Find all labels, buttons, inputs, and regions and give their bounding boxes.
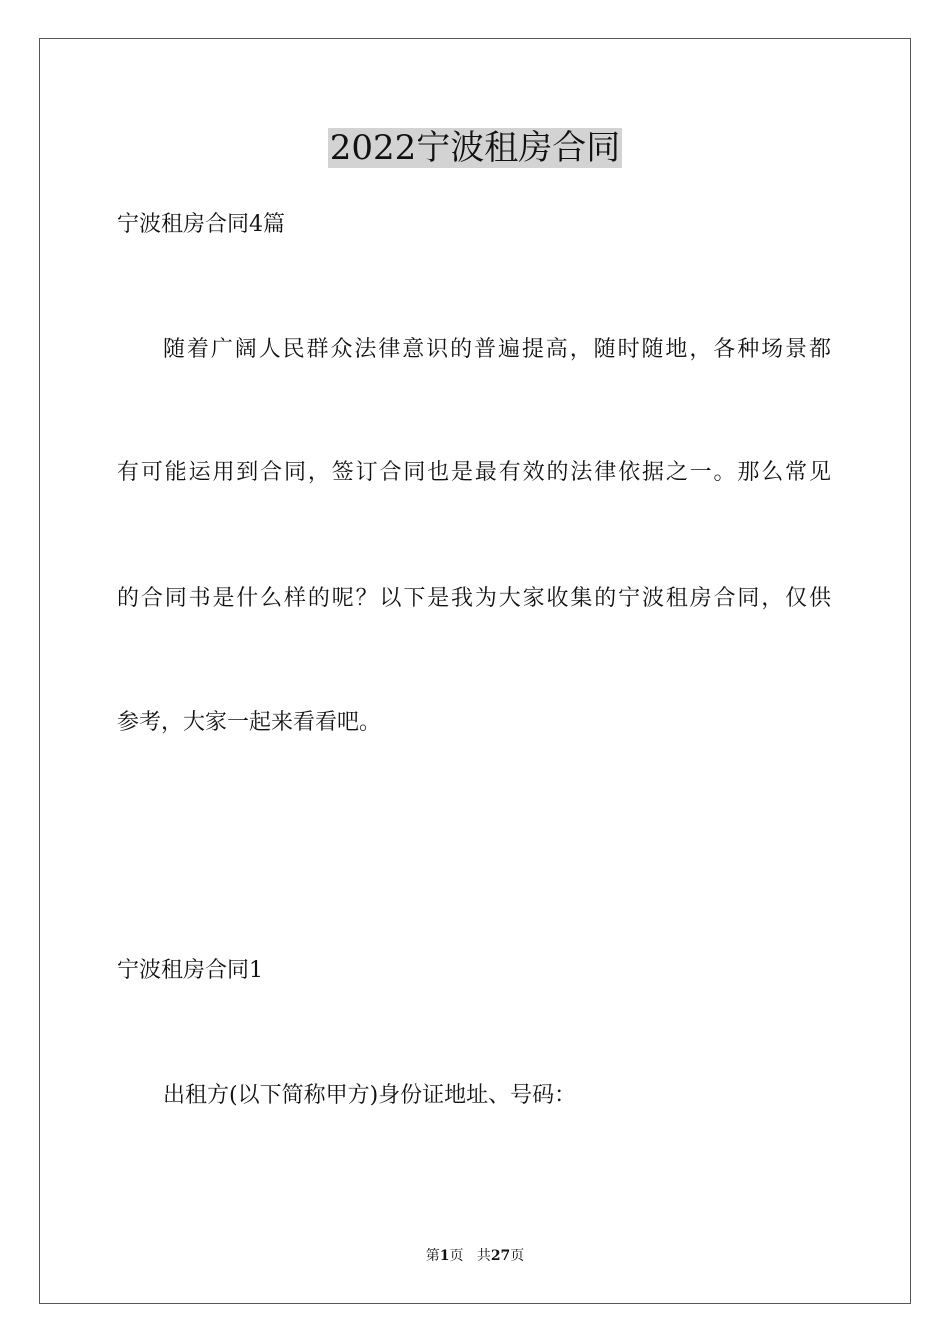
intro-line-2: 有可能运用到合同，签订合同也是最有效的法律依据之一。那么常见 bbox=[117, 460, 831, 485]
footer-total-prefix: 共 bbox=[476, 1248, 491, 1264]
footer-page-suffix: 页 bbox=[449, 1248, 464, 1264]
footer-page-number: 1 bbox=[439, 1248, 450, 1264]
intro-line-3: 的合同书是什么样的呢？以下是我为大家收集的宁波租房合同，仅供 bbox=[117, 586, 831, 611]
page-footer bbox=[0, 1246, 950, 1266]
document-title bbox=[0, 126, 950, 170]
document-title-text: 2022宁波租房合同 bbox=[329, 128, 621, 168]
footer-total-pages: 27 bbox=[490, 1248, 511, 1264]
footer-page-prefix: 第 bbox=[425, 1248, 440, 1264]
section-heading: 宁波租房合同1 bbox=[117, 958, 263, 983]
footer-total-suffix: 页 bbox=[510, 1248, 525, 1264]
intro-line-1: 随着广阔人民群众法律意识的普遍提高，随时随地，各种场景都 bbox=[163, 337, 831, 362]
intro-line-4: 参考，大家一起来看看吧。 bbox=[117, 710, 382, 735]
clause-lessor-id: 出租方(以下简称甲方)身份证地址、号码： bbox=[163, 1083, 577, 1108]
document-subtitle: 宁波租房合同4篇 bbox=[117, 212, 285, 237]
